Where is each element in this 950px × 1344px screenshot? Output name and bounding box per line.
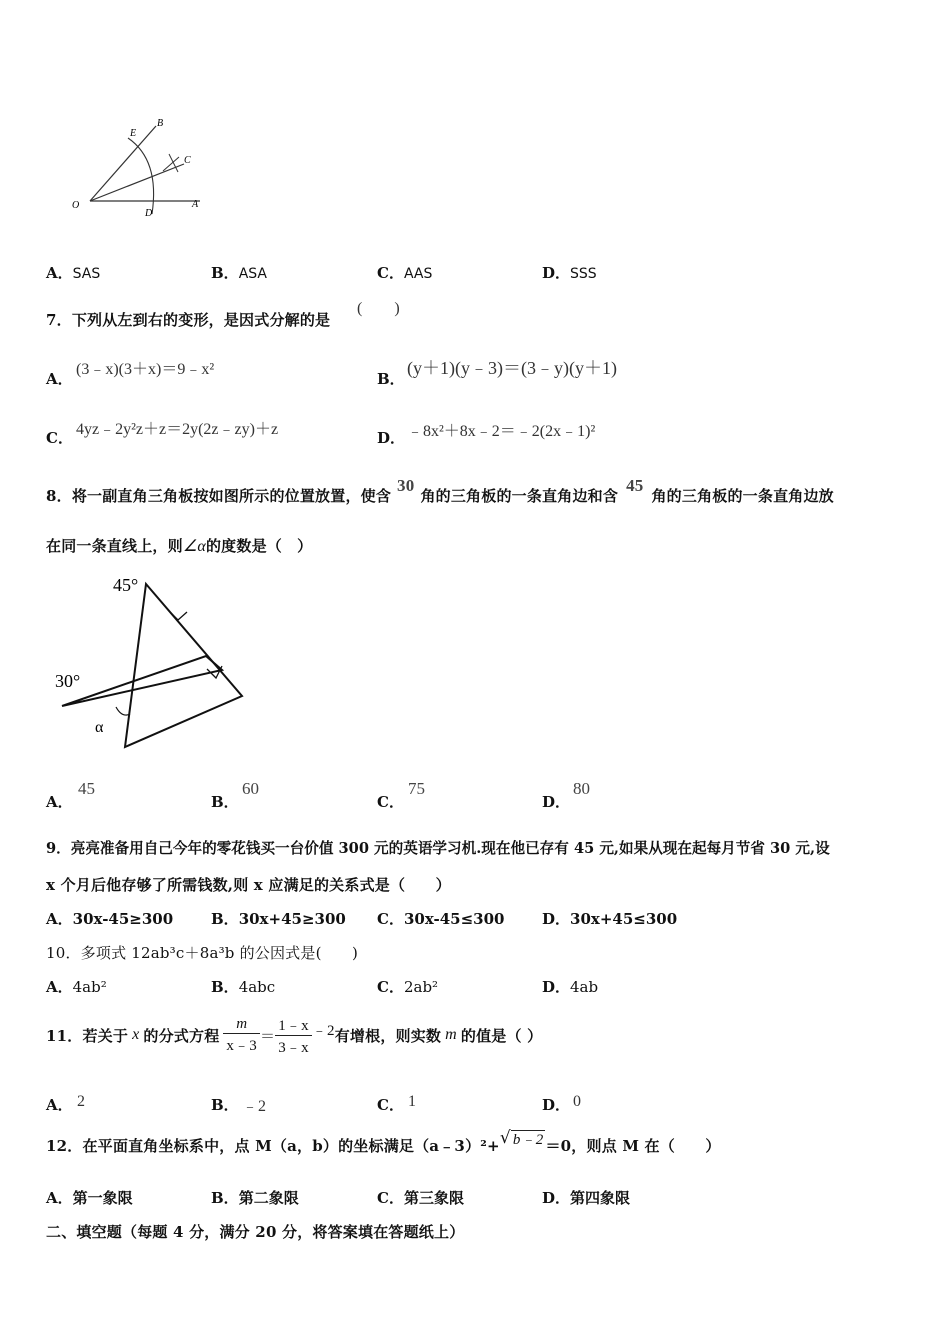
section-2-heading: 二、填空题（每题 4 分，满分 20 分，将答案填在答题纸上） [46,1223,465,1241]
q12-stem: 12．在平面直角坐标系中，点 M（a，b）的坐标满足（a﹣3）²+ √ b﹣2 ＝0，则点 M 在（ ） [46,1127,721,1155]
q6-option-d[interactable]: D．SSS [542,264,597,282]
q7-option-b-label[interactable]: B． [377,370,405,388]
q11-option-a-label[interactable]: A． [46,1096,73,1114]
q9-option-a[interactable]: A．30x-45≥300 [46,910,174,928]
q7-option-b-expr[interactable]: (y＋1)(y﹣3)＝(3﹣y)(y＋1) [407,358,617,378]
q11-option-b-label[interactable]: B． [211,1096,239,1114]
q9-option-c[interactable]: C．30x-45≤300 [377,910,505,928]
q6-option-a[interactable]: A．SAS [46,264,101,282]
q10-option-a[interactable]: A．4ab² [46,978,107,996]
q7-option-c-expr[interactable]: 4yz﹣2y²z＋z＝2y(2z﹣zy)＋z [76,421,279,438]
q10-stem: 10．多项式 12ab³c＋8a³b 的公因式是( ) [46,944,359,962]
q11-option-a-value[interactable]: 2 [77,1093,85,1110]
q7-stem: 7．下列从左到右的变形，是因式分解的是 [46,311,331,329]
q11-option-c-value[interactable]: 1 [408,1093,416,1110]
q8-label-alpha: α [95,719,104,736]
q7-option-d-label[interactable]: D． [377,429,406,447]
q8-stem-line1: 8．将一副直角三角板按如图所示的位置放置，使含30角的三角板的一条直角边和含45角的三角板的一条直角边放 [46,476,834,505]
q12-sqrt: √ b﹣2 [499,1127,544,1148]
q6-label-a: A [192,199,199,210]
q10-option-b[interactable]: B．4abc [211,978,276,996]
q9-option-b[interactable]: B．30x+45≥300 [211,910,346,928]
q7-option-a-expr[interactable]: (3﹣x)(3＋x)＝9﹣x² [76,361,215,378]
q10-option-d[interactable]: D．4ab [542,978,599,996]
q6-label-b: B [157,118,164,129]
q8-option-b-label[interactable]: B． [211,793,239,811]
q7-option-a-label[interactable]: A． [46,370,73,388]
q6-option-b[interactable]: B．ASA [211,264,267,282]
q11-fraction-2: $\frac{1﹣x}{3﹣x}$ [275,1014,312,1057]
q10-option-c[interactable]: C．2ab² [377,978,439,996]
q8-option-d-label[interactable]: D． [542,793,571,811]
q12-option-a[interactable]: A．第一象限 [46,1189,133,1207]
q8-option-c-label[interactable]: C． [377,793,404,811]
q6-label-e: E [130,128,137,139]
q12-option-c[interactable]: C．第三象限 [377,1189,464,1207]
q8-option-d-value[interactable]: 80 [573,779,590,798]
q9-option-d[interactable]: D．30x+45≤300 [542,910,678,928]
q9-stem-line1: 9．亮亮准备用自己今年的零花钱买一台价值 300 元的英语学习机.现在他已存有 45 元,如果从现在起每月节省 30 元,设 [46,840,830,857]
q8-label-45: 45° [113,575,139,595]
q6-option-c[interactable]: C．AAS [377,264,433,282]
q11-option-b-value[interactable]: ﹣2 [242,1098,267,1115]
q6-angle-construction-figure [60,110,220,225]
q8-triangle-boards-figure [50,570,260,755]
q11-option-c-label[interactable]: C． [377,1096,404,1114]
q7-option-d-expr[interactable]: ﹣8x²＋8x﹣2＝﹣2(2x﹣1)² [407,423,596,440]
q8-label-30: 30° [55,671,81,691]
q11-fraction-1: $\frac{m}{x﹣3}$ [223,1016,260,1055]
q12-option-d[interactable]: D．第四象限 [542,1189,631,1207]
q8-option-a-label[interactable]: A． [46,793,73,811]
q11-option-d-label[interactable]: D． [542,1096,571,1114]
q6-label-c: C [184,155,191,166]
q12-option-b[interactable]: B．第二象限 [211,1189,299,1207]
q11-option-d-value[interactable]: 0 [573,1093,581,1110]
q6-label-o: O [72,200,80,211]
q6-label-d: D [145,208,153,219]
q11-stem: 11．若关于 x 的分式方程 $\frac{m}{x﹣3}$ ＝ $\frac{1﹣x}{3﹣x}$ ﹣2 有增根，则实数 m 的值是（ ） [46,1015,543,1056]
q8-option-a-value[interactable]: 45 [78,779,95,798]
q7-answer-paren: ( ) [357,300,400,317]
q8-option-b-value[interactable]: 60 [242,779,259,798]
q8-stem-line2: 在同一条直线上，则∠α的度数是（ ） [46,537,313,555]
q8-option-c-value[interactable]: 75 [408,779,425,798]
q7-option-c-label[interactable]: C． [46,429,73,447]
q9-stem-line2: x 个月后他存够了所需钱数,则 x 应满足的关系式是（ ） [46,876,451,894]
